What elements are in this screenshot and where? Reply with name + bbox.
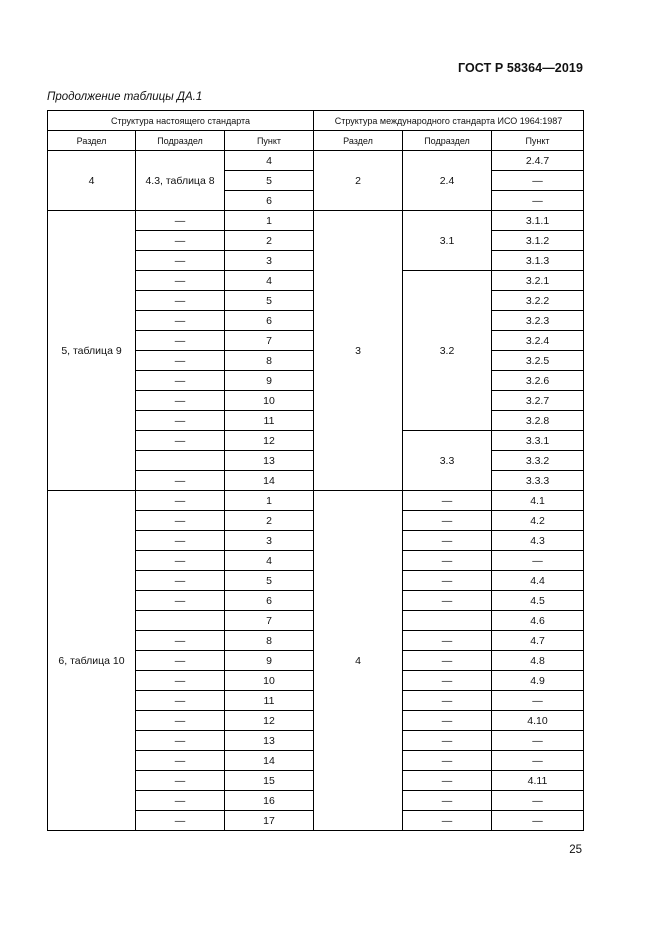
cell-podrazdel: 4.3, таблица 8 [136,151,225,211]
cell-punkt: 3 [225,251,314,271]
cell-podrazdel: — [136,651,225,671]
cell-punkt: 5 [225,171,314,191]
cell-punkt: 14 [225,751,314,771]
cell-iso-punkt: — [492,811,584,831]
cell-podrazdel: — [136,691,225,711]
cell-iso-punkt: 4.9 [492,671,584,691]
cell-iso-punkt: 4.7 [492,631,584,651]
cell-punkt: 9 [225,371,314,391]
table-caption: Продолжение таблицы ДА.1 [47,91,203,103]
cell-iso-punkt: — [492,191,584,211]
cell-podrazdel: — [136,711,225,731]
cell-iso-punkt: — [492,731,584,751]
cell-razdel: 4 [48,151,136,211]
cell-podrazdel: — [136,311,225,331]
cell-podrazdel: — [136,771,225,791]
cell-podrazdel: — [136,511,225,531]
cell-iso-podrazdel: — [403,691,492,711]
cell-iso-punkt: — [492,751,584,771]
cell-podrazdel: — [136,371,225,391]
column-header: Подраздел [403,131,492,151]
cell-punkt: 1 [225,211,314,231]
page-number: 25 [569,844,582,856]
cell-iso-podrazdel: — [403,811,492,831]
cell-iso-podrazdel: — [403,551,492,571]
cell-iso-podrazdel: 3.2 [403,271,492,431]
cell-punkt: 3 [225,531,314,551]
cell-iso-punkt: 3.1.2 [492,231,584,251]
cell-punkt: 9 [225,651,314,671]
cell-iso-punkt: — [492,691,584,711]
cell-podrazdel: — [136,471,225,491]
cell-punkt: 2 [225,231,314,251]
cell-punkt: 8 [225,631,314,651]
cell-iso-podrazdel: — [403,711,492,731]
cell-podrazdel [136,451,225,471]
cell-podrazdel: — [136,731,225,751]
cell-razdel: 5, таблица 9 [48,211,136,491]
cell-iso-punkt: 3.2.7 [492,391,584,411]
document-header: ГОСТ Р 58364—2019 [457,61,583,75]
cell-iso-punkt: 4.3 [492,531,584,551]
cell-iso-podrazdel: — [403,751,492,771]
cell-punkt: 7 [225,331,314,351]
column-header: Пункт [225,131,314,151]
cell-iso-podrazdel: — [403,651,492,671]
column-header: Раздел [48,131,136,151]
cell-podrazdel: — [136,591,225,611]
cell-punkt: 7 [225,611,314,631]
table-row [48,491,584,511]
cell-iso-punkt: 3.2.2 [492,291,584,311]
cell-iso-podrazdel: — [403,731,492,751]
cell-iso-podrazdel: — [403,591,492,611]
cell-iso-podrazdel: — [403,791,492,811]
cell-punkt: 1 [225,491,314,511]
cell-punkt: 4 [225,271,314,291]
cell-iso-punkt: 3.2.4 [492,331,584,351]
cell-razdel: 6, таблица 10 [48,491,136,831]
cell-iso-punkt: 3.1.1 [492,211,584,231]
cell-iso-podrazdel: — [403,491,492,511]
cell-podrazdel: — [136,251,225,271]
cell-punkt: 4 [225,151,314,171]
cell-punkt: 13 [225,731,314,751]
cell-podrazdel: — [136,431,225,451]
group-header-iso: Структура международного стандарта ИСО 1964:1987 [314,111,584,131]
cell-iso-punkt: 3.2.8 [492,411,584,431]
cell-punkt: 2 [225,511,314,531]
cell-iso-punkt: 4.10 [492,711,584,731]
cell-iso-podrazdel: 3.1 [403,211,492,271]
cell-iso-punkt: 4.4 [492,571,584,591]
column-header: Пункт [492,131,584,151]
group-header-national: Структура настоящего стандарта [48,111,314,131]
cell-punkt: 16 [225,791,314,811]
cell-punkt: 5 [225,571,314,591]
cell-podrazdel: — [136,751,225,771]
cell-podrazdel: — [136,411,225,431]
cell-podrazdel: — [136,291,225,311]
cell-punkt: 10 [225,391,314,411]
cell-iso-podrazdel: — [403,531,492,551]
cell-iso-punkt: 3.3.1 [492,431,584,451]
column-header: Подраздел [136,131,225,151]
cell-podrazdel: — [136,551,225,571]
cell-punkt: 14 [225,471,314,491]
cell-iso-punkt: 4.5 [492,591,584,611]
cell-iso-punkt: — [492,171,584,191]
cell-podrazdel: — [136,491,225,511]
cell-iso-punkt: 3.2.6 [492,371,584,391]
cell-iso-podrazdel [403,611,492,631]
table-row [48,211,584,231]
cell-podrazdel: — [136,811,225,831]
cell-iso-podrazdel: — [403,571,492,591]
cell-iso-punkt: 3.2.1 [492,271,584,291]
cell-punkt: 17 [225,811,314,831]
cell-punkt: 12 [225,711,314,731]
cell-iso-podrazdel: — [403,511,492,531]
cell-podrazdel: — [136,331,225,351]
cell-iso-punkt: — [492,551,584,571]
column-header: Раздел [314,131,403,151]
cell-podrazdel: — [136,631,225,651]
correspondence-table [47,110,584,831]
cell-podrazdel: — [136,231,225,251]
cell-iso-punkt: 3.2.5 [492,351,584,371]
cell-podrazdel: — [136,271,225,291]
cell-podrazdel: — [136,671,225,691]
cell-punkt: 13 [225,451,314,471]
cell-iso-punkt: 3.3.2 [492,451,584,471]
cell-iso-podrazdel: — [403,631,492,651]
cell-iso-razdel: 4 [314,491,403,831]
cell-iso-punkt: 4.8 [492,651,584,671]
cell-punkt: 5 [225,291,314,311]
cell-podrazdel: — [136,351,225,371]
cell-iso-punkt: — [492,791,584,811]
cell-punkt: 8 [225,351,314,371]
cell-punkt: 11 [225,691,314,711]
cell-iso-punkt: 3.1.3 [492,251,584,271]
cell-punkt: 6 [225,591,314,611]
cell-punkt: 4 [225,551,314,571]
cell-podrazdel: — [136,531,225,551]
cell-podrazdel: — [136,791,225,811]
cell-iso-podrazdel: — [403,771,492,791]
cell-punkt: 12 [225,431,314,451]
cell-podrazdel: — [136,391,225,411]
cell-punkt: 6 [225,311,314,331]
cell-iso-punkt: 4.1 [492,491,584,511]
cell-podrazdel: — [136,211,225,231]
cell-podrazdel [136,611,225,631]
cell-iso-podrazdel: 2.4 [403,151,492,211]
cell-iso-razdel: 3 [314,211,403,491]
cell-iso-punkt: 4.11 [492,771,584,791]
cell-iso-punkt: 4.2 [492,511,584,531]
cell-punkt: 10 [225,671,314,691]
cell-punkt: 11 [225,411,314,431]
cell-podrazdel: — [136,571,225,591]
cell-iso-punkt: 3.2.3 [492,311,584,331]
cell-iso-razdel: 2 [314,151,403,211]
cell-iso-podrazdel: 3.3 [403,431,492,491]
table-row [48,151,584,171]
cell-iso-punkt: 3.3.3 [492,471,584,491]
cell-punkt: 6 [225,191,314,211]
cell-iso-punkt: 4.6 [492,611,584,631]
cell-iso-punkt: 2.4.7 [492,151,584,171]
cell-punkt: 15 [225,771,314,791]
cell-iso-podrazdel: — [403,671,492,691]
